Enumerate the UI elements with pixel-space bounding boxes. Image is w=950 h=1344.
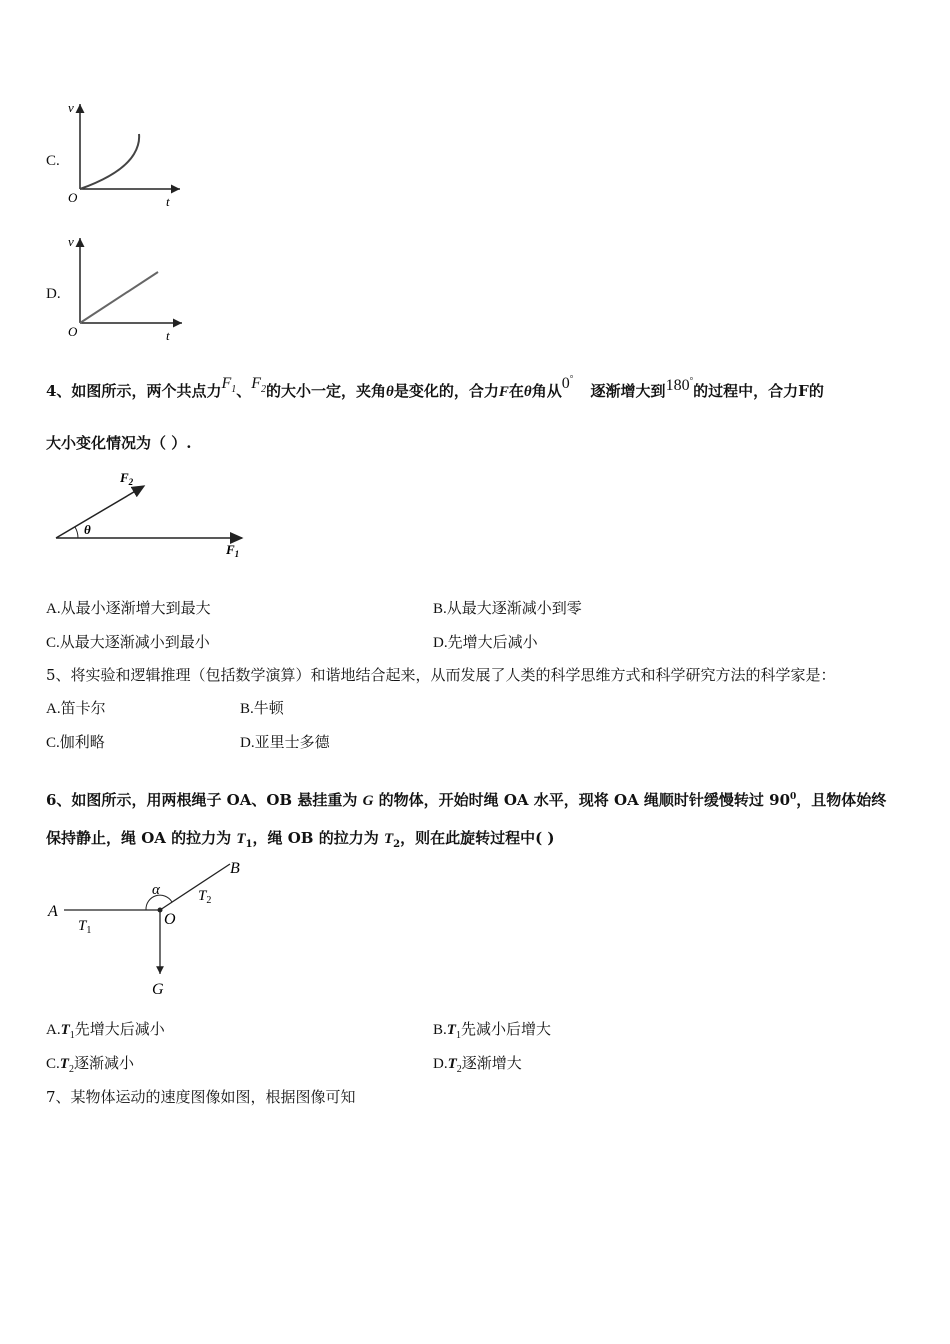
q6-line1: 6、如图所示，用两根绳子 OA、OB 悬挂重为 G 的物体，开始时绳 OA 水平，现将 OA 绳顺时针缓慢转过 $90^0$，且物体始终 [46,791,887,809]
label-b: B [230,860,240,877]
option-d-label: D. [46,286,61,302]
graph-c [62,96,192,211]
label-alpha: α [152,882,160,898]
t-label: t [166,194,170,209]
q5-option-b: B.牛顿 [240,701,284,717]
q4-intro: 4、如图所示，两个共点力 [46,382,222,400]
q4-line1 [46,373,824,403]
q6-rope-figure [44,854,264,1002]
q4-option-c: C.从最大逐渐减小到最小 [46,635,210,651]
q4-f2: $F_2$ [251,375,267,396]
q5-option-a: A.笛卡尔 [46,701,106,717]
label-t1: $T_1$ [78,918,92,936]
theta-arc [75,527,78,538]
q4-180: 180° [665,375,694,394]
q4-force-figure [50,462,260,562]
q4-sep: 、 [236,382,252,400]
q4-mid3: 在 [508,382,524,400]
q4-zero: 0° [561,373,574,392]
q4-option-d: D.先增大后减小 [433,635,538,651]
velocity-curve [80,134,139,189]
option-c-label: C. [46,153,60,169]
f2-label: $F_2$ [120,470,134,487]
q4-mid2: 是变化的，合力 [393,382,499,400]
q4-line2: 大小变化情况为（ ）. [46,434,192,452]
q4-F: F [498,384,509,400]
f1-label: $F_1$ [226,542,240,559]
q4-theta2: θ [523,384,532,400]
label-o: O [164,911,176,928]
label-t2: $T_2$ [198,888,212,906]
theta-label: θ [84,522,91,537]
q4-option-b: B.从最大逐渐减小到零 [433,601,582,617]
q5-text: 5、将实验和逻辑推理（包括数学演算）和谐地结合起来，从而发展了人类的科学思维方式和科学研究方法的科学家是： [46,666,836,684]
origin-label: O [68,190,78,205]
v-label: v [68,234,74,249]
q6-option-c: $C.T_2$逐渐减小 [46,1056,134,1075]
label-a: A [48,903,58,920]
q5-option-d: D.亚里士多德 [240,735,330,751]
graph-d [62,230,192,345]
q4-mid5: 逐渐增大到 [590,382,666,400]
q4-f1: $F_1$ [221,375,237,396]
q4-theta: θ [386,384,394,400]
q4-option-a: A.从最小逐渐增大到最大 [46,601,211,617]
q5-option-c: C.伽利略 [46,735,105,751]
q6-option-b: $B.T_1$先减小后增大 [433,1022,551,1041]
t-label: t [166,328,170,343]
velocity-line [80,272,158,323]
q4-mid1: 的大小一定，夹角 [266,382,387,400]
point-o [158,908,163,913]
v-label: v [68,100,74,115]
label-g: G [152,981,164,998]
q7-text: 7、某物体运动的速度图像如图，根据图像可知 [46,1088,356,1106]
f2-vector [56,486,144,538]
q4-end: 的过程中，合力F的 [693,382,824,400]
q6-option-d: $D.T_2$逐渐增大 [433,1056,522,1075]
q6-option-a: $A.T_1$先增大后减小 [46,1022,165,1041]
q6-line2: 保持静止，绳 OA 的拉力为 $T_1$，绳 OB 的拉力为 $T_2$，则在此旋转过程中( ) [46,829,555,850]
origin-label: O [68,324,78,339]
rope-ob [160,864,230,910]
q4-mid4: 角从 [531,382,562,400]
